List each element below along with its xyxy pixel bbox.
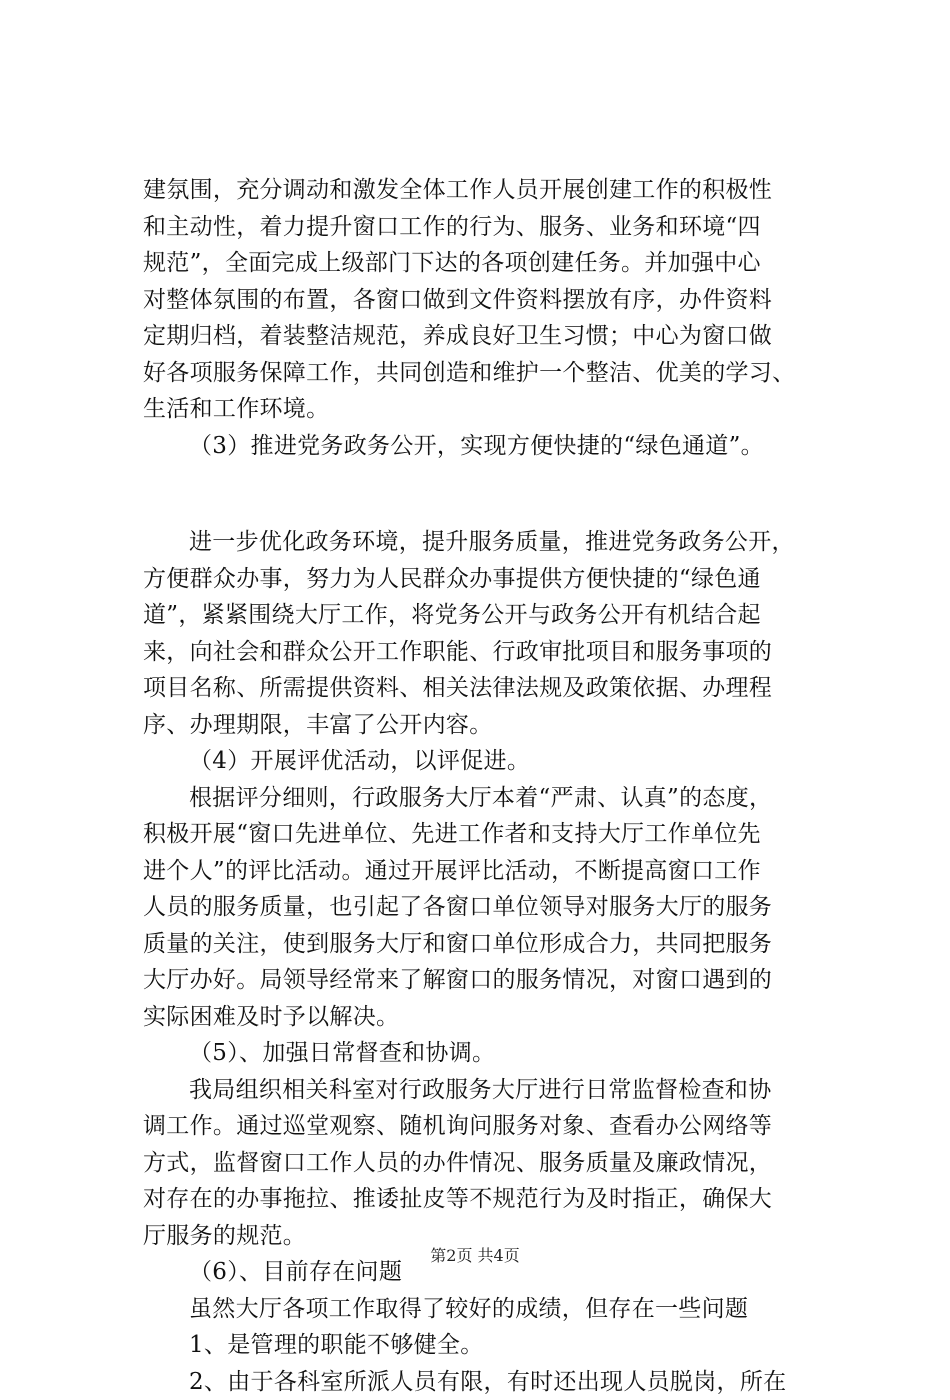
paragraph-line: 项目名称、所需提供资料、相关法律法规及政策依据、办理程 — [143, 670, 855, 707]
paragraph-line: 虽然大厅各项工作取得了较好的成绩，但存在一些问题 — [143, 1291, 855, 1328]
paragraph-line: 调工作。通过巡堂观察、随机询问服务对象、查看办公网络等 — [143, 1108, 855, 1145]
paragraph-line: 实际困难及时予以解决。 — [143, 999, 855, 1036]
list-item: 2、由于各科室所派人员有限，有时还出现人员脱岗，所在 — [143, 1364, 855, 1400]
paragraph-line: 道”，紧紧围绕大厅工作，将党务公开与政务公开有机结合起 — [143, 597, 855, 634]
paragraph-line: 对存在的办事拖拉、推诿扯皮等不规范行为及时指正，确保大 — [143, 1181, 855, 1218]
paragraph-line: 大厅办好。局领导经常来了解窗口的服务情况，对窗口遇到的 — [143, 962, 855, 999]
paragraph-line: 积极开展“窗口先进单位、先进工作者和支持大厅工作单位先 — [143, 816, 855, 853]
paragraph-line: 质量的关注，使到服务大厅和窗口单位形成合力，共同把服务 — [143, 926, 855, 963]
paragraph-line: 根据评分细则，行政服务大厅本着“严肃、认真”的态度， — [143, 780, 855, 817]
paragraph-line: 建氛围，充分调动和激发全体工作人员开展创建工作的积极性 — [143, 172, 855, 209]
list-item: 1、是管理的职能不够健全。 — [143, 1327, 855, 1364]
paragraph-line: 定期归档，着装整洁规范，养成良好卫生习惯；中心为窗口做 — [143, 318, 855, 355]
paragraph-line: 人员的服务质量，也引起了各窗口单位领导对服务大厅的服务 — [143, 889, 855, 926]
section-heading-3: （3）推进党务政务公开，实现方便快捷的“绿色通道”。 — [143, 428, 855, 465]
paragraph-line: 进个人”的评比活动。通过开展评比活动，不断提高窗口工作 — [143, 853, 855, 890]
paragraph-gap — [143, 464, 855, 524]
paragraph-line: 和主动性，着力提升窗口工作的行为、服务、业务和环境“四 — [143, 209, 855, 246]
section-heading-5: （5）、加强日常督查和协调。 — [143, 1035, 855, 1072]
paragraph-line: 规范”，全面完成上级部门下达的各项创建任务。并加强中心 — [143, 245, 855, 282]
page-number-footer: 第2页 共4页 — [0, 1244, 950, 1268]
section-heading-6: （6）、目前存在问题 — [143, 1254, 855, 1291]
paragraph-line: 对整体氛围的布置，各窗口做到文件资料摆放有序，办件资料 — [143, 282, 855, 319]
document-body — [143, 172, 855, 1400]
paragraph-line: 方便群众办事，努力为人民群众办事提供方便快捷的“绿色通 — [143, 561, 855, 598]
paragraph-line: 好各项服务保障工作，共同创造和维护一个整洁、优美的学习、 — [143, 355, 855, 392]
paragraph-line: 我局组织相关科室对行政服务大厅进行日常监督检查和协 — [143, 1072, 855, 1109]
paragraph-line: 厅服务的规范。 — [143, 1218, 855, 1255]
section-heading-4: （4）开展评优活动，以评促进。 — [143, 743, 855, 780]
paragraph-line: 进一步优化政务环境，提升服务质量，推进党务政务公开， — [143, 524, 855, 561]
paragraph-line: 来，向社会和群众公开工作职能、行政审批项目和服务事项的 — [143, 634, 855, 671]
paragraph-line: 方式，监督窗口工作人员的办件情况、服务质量及廉政情况， — [143, 1145, 855, 1182]
paragraph-line: 序、办理期限，丰富了公开内容。 — [143, 707, 855, 744]
paragraph-line: 生活和工作环境。 — [143, 391, 855, 428]
